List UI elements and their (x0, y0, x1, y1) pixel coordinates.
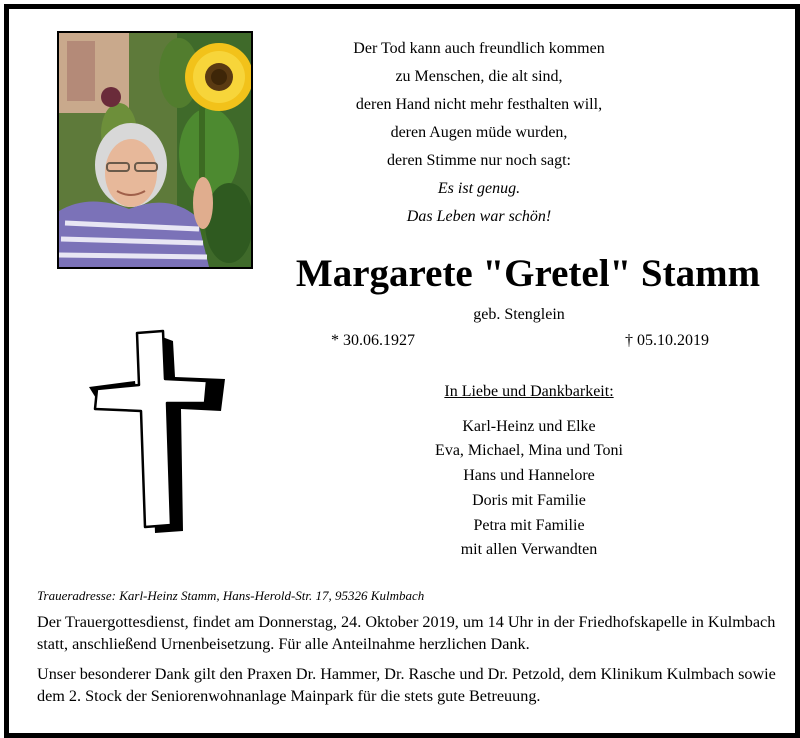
mourner-name: Hans und Hannelore (463, 467, 595, 485)
mourning-address: Traueradresse: Karl-Heinz Stamm, Hans-Herold-Str. 17, 95326 Kulmbach (37, 588, 425, 603)
deceased-name: Margarete "Gretel" Stamm (295, 252, 761, 295)
mourner-name: Doris mit Familie (472, 491, 586, 509)
poem-line: deren Stimme nur noch sagt: (387, 152, 571, 169)
poem-line: zu Menschen, die alt sind, (395, 68, 563, 85)
death-date: † 05.10.2019 (625, 332, 709, 349)
mourner-name: mit allen Verwandten (460, 541, 598, 559)
mourner-name: Karl-Heinz und Elke (462, 417, 596, 435)
poem-line: Der Tod kann auch freundlich kommen (353, 40, 605, 57)
service-paragraph: Der Trauergottesdienst, findet am Donnerstag, 24. Oktober 2019, um 14 Uhr in der Friedhofskapelle in Kulmbach statt, anschließend Urnenbeisetzung. Für alle Anteilnahme herzlichen Dank. (37, 613, 776, 653)
thanks-paragraph: Unser besonderer Dank gilt den Praxen Dr. Hammer, Dr. Rasche und Dr. Petzold, dem Klinikum Kulmbach sowie dem 2. Stock der Seniorenwohnanlage Mainpark für die stets gute Betreuung. (37, 665, 776, 705)
poem-italic-line: Das Leben war schön! (406, 208, 552, 225)
christian-cross-icon (85, 327, 231, 542)
mourner-name: Eva, Michael, Mina und Toni (435, 442, 623, 460)
obituary-notice (4, 4, 800, 738)
birth-name: geb. Stenglein (473, 306, 565, 323)
poem (309, 35, 649, 231)
poem-line: deren Hand nicht mehr festhalten will, (355, 96, 603, 113)
mourners-list (369, 380, 689, 563)
poem-line: deren Augen müde wurden, (390, 124, 568, 141)
portrait-photo (57, 31, 253, 269)
mourners-heading: In Liebe und Dankbarkeit: (444, 383, 614, 400)
poem-italic-line: Es ist genug. (437, 180, 521, 197)
mourner-name: Petra mit Familie (473, 516, 585, 534)
birth-date: * 30.06.1927 (331, 332, 415, 349)
